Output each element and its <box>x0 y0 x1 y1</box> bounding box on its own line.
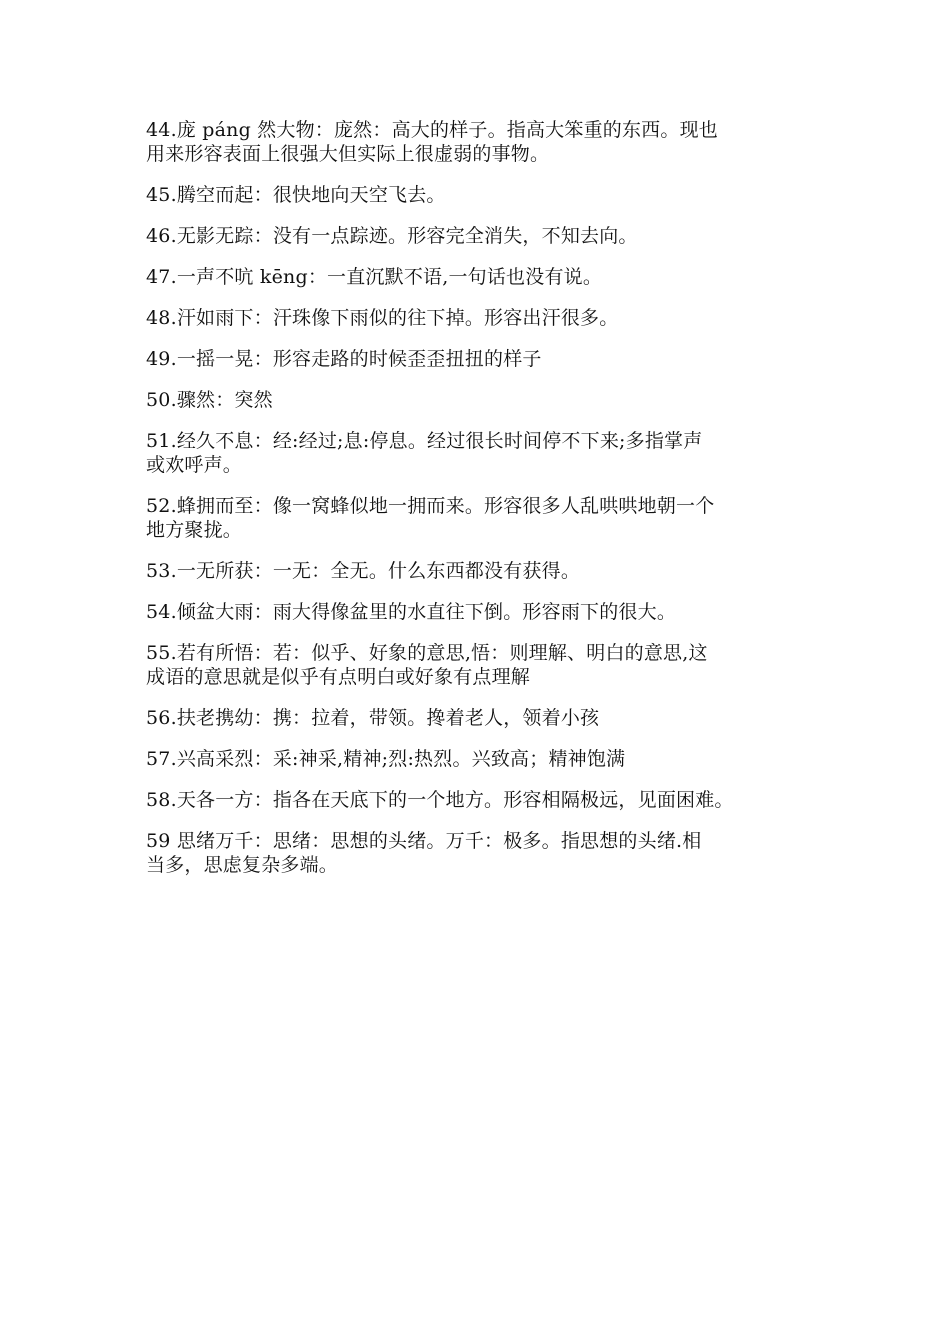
idiom-entry-line: 或欢呼声。 <box>146 454 243 476</box>
idiom-entry-line: 47.一声不吭 kēng：一直沉默不语,一句话也没有说。 <box>146 266 603 288</box>
idiom-entry <box>146 265 826 289</box>
idiom-entry-line: 44.庞 páng 然大物：庞然：高大的样子。指高大笨重的东西。现也 <box>146 119 718 141</box>
idiom-entry-line: 57.兴高采烈：采:神采,精神;烈:热烈。兴致高；精神饱满 <box>146 748 626 770</box>
idiom-entry <box>146 494 826 542</box>
idiom-entry-line: 51.经久不息：经:经过;息:停息。经过很长时间停不下来;多指掌声 <box>146 430 703 452</box>
idiom-entry-line: 48.汗如雨下：汗珠像下雨似的往下掉。形容出汗很多。 <box>146 307 619 329</box>
idiom-entry <box>146 388 826 412</box>
idiom-entry <box>146 747 826 771</box>
idiom-entry-line: 46.无影无踪：没有一点踪迹。形容完全消失，不知去向。 <box>146 225 638 247</box>
idiom-entry-line: 49.一摇一晃：形容走路的时候歪歪扭扭的样子 <box>146 348 542 370</box>
idiom-entry-line: 58.天各一方：指各在天底下的一个地方。形容相隔极远，见面困难。 <box>146 789 734 811</box>
idiom-entry <box>146 118 826 166</box>
idiom-entry-line: 54.倾盆大雨：雨大得像盆里的水直往下倒。形容雨下的很大。 <box>146 601 677 623</box>
idiom-entry-line: 地方聚拢。 <box>146 519 243 541</box>
idiom-entry <box>146 347 826 371</box>
idiom-entry <box>146 641 826 689</box>
idiom-entry <box>146 788 826 812</box>
idiom-entry <box>146 183 826 207</box>
idiom-entry <box>146 224 826 248</box>
idiom-entry-line: 45.腾空而起：很快地向天空飞去。 <box>146 184 446 206</box>
idiom-entry-line: 56.扶老携幼：携：拉着，带领。搀着老人，领着小孩 <box>146 707 600 729</box>
idiom-entry-line: 50.骤然：突然 <box>146 389 273 411</box>
idiom-entry-line: 成语的意思就是似乎有点明白或好象有点理解 <box>146 666 531 688</box>
idiom-entry-line: 52.蜂拥而至：像一窝蜂似地一拥而来。形容很多人乱哄哄地朝一个 <box>146 495 715 517</box>
idiom-entry <box>146 829 826 877</box>
idiom-entry-line: 当多，思虑复杂多端。 <box>146 854 339 876</box>
idiom-entry <box>146 706 826 730</box>
idiom-entry-line: 用来形容表面上很强大但实际上很虚弱的事物。 <box>146 143 550 165</box>
idiom-list <box>146 118 826 894</box>
idiom-entry <box>146 559 826 583</box>
idiom-entry <box>146 600 826 624</box>
idiom-entry-line: 59 思绪万千：思绪：思想的头绪。万千：极多。指思想的头绪.相 <box>146 830 702 852</box>
idiom-entry-line: 55.若有所悟：若：似乎、好象的意思,悟：则理解、明白的意思,这 <box>146 642 708 664</box>
idiom-entry <box>146 429 826 477</box>
idiom-entry <box>146 306 826 330</box>
idiom-entry-line: 53.一无所获：一无：全无。什么东西都没有获得。 <box>146 560 581 582</box>
